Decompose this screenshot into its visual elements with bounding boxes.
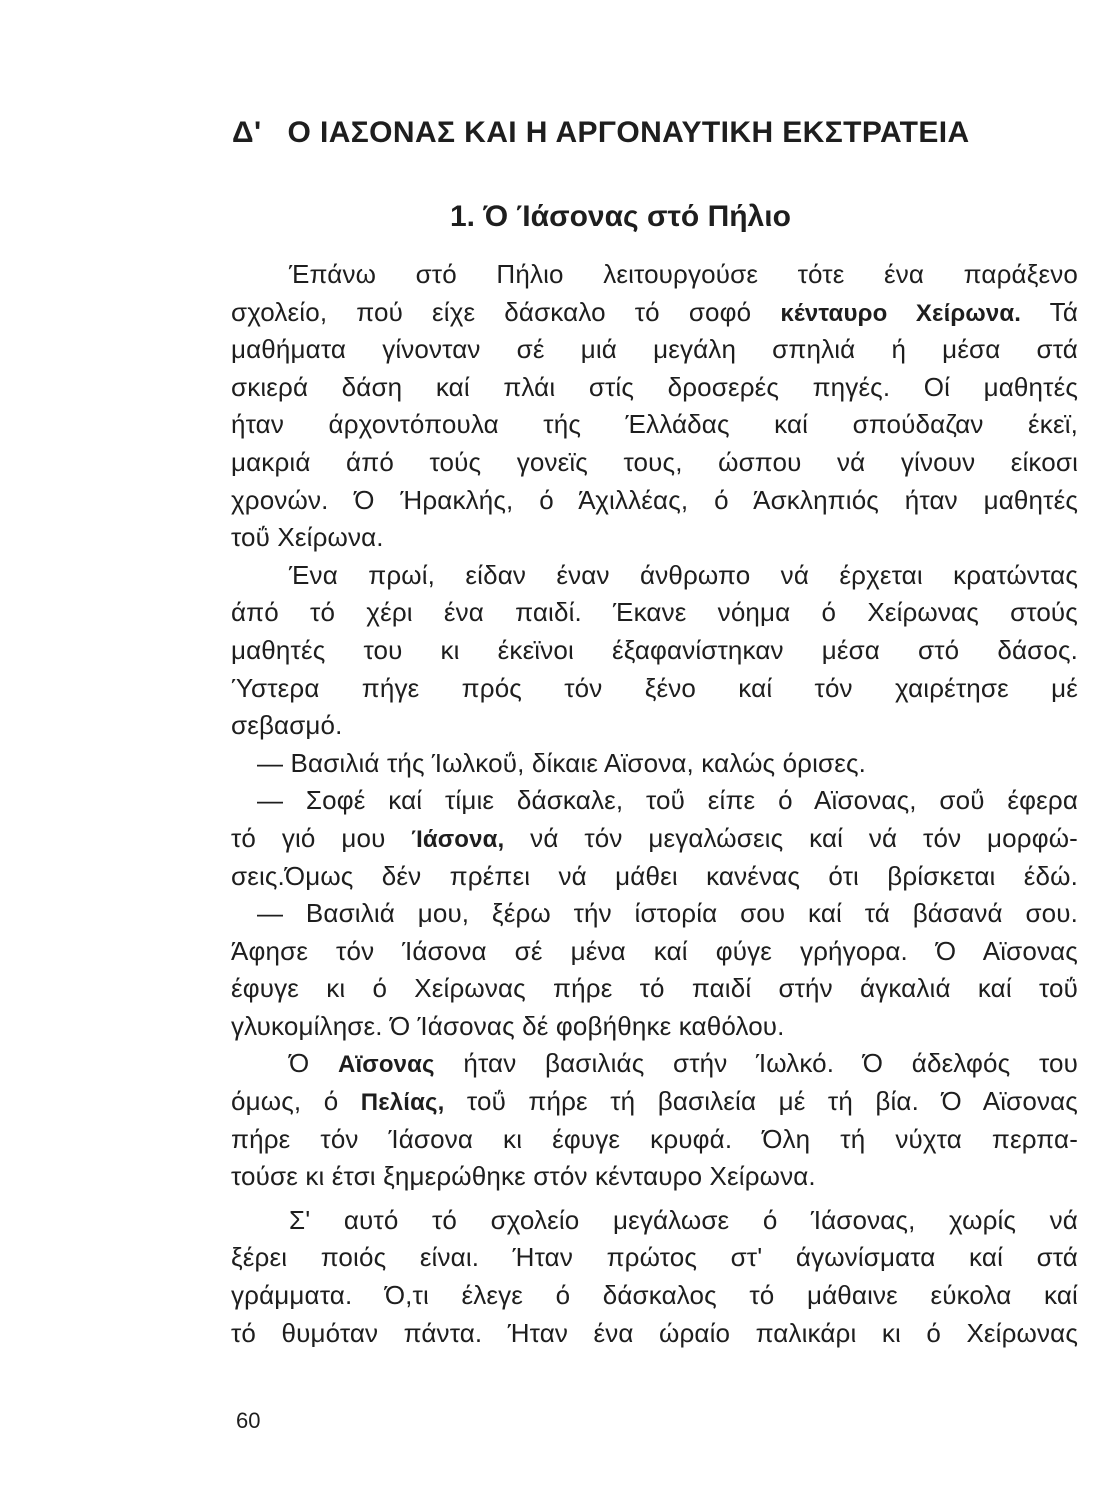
text-line: ήταν άρχοντόπουλα τής Έλλάδας καί σπούδαζαν έκεϊ,: [231, 409, 1078, 440]
body-text: [231, 256, 1078, 1352]
text-line: πήρε τόν Ίάσονα κι έφυγε κρυφά. Όλη τή νύχτα περπα-: [231, 1123, 1078, 1154]
dialogue-line: — Βασιλιά τής Ίωλκοΰ, δίκαιε Αϊσονα, καλώς όρισες.: [257, 747, 867, 778]
text-line: Έπάνω στό Πήλιο λειτουργούσε τότε ένα παράξενο: [289, 259, 1078, 289]
text-line: τοΰ Χείρωνα.: [231, 522, 384, 553]
text-line: ξέρει ποιός είναι. Ήταν πρώτος στ' άγωνίσματα καί στά: [231, 1242, 1078, 1273]
section-title: 1. Ό Ίάσονας στό Πήλιο: [450, 200, 791, 233]
text-line: Ύστερα πήγε πρός τόν ξένο καί τόν χαιρέτησε μέ: [231, 672, 1078, 703]
text-line: μακριά άπό τούς γονεϊς τους, ώσπου νά γίνουν είκοσι: [231, 446, 1078, 477]
text-line: Ένα πρωί, είδαν έναν άνθρωπο νά έρχεται κρατώντας: [289, 559, 1078, 590]
chapter-number: Δ': [232, 116, 262, 149]
text-line: άπό τό χέρι ένα παιδί. Έκανε νόημα ό Χείρωνας στούς: [231, 597, 1078, 628]
text-line: μαθητές του κι έκεϊνοι έξαφανίστηκαν μέσα στό δάσος.: [231, 634, 1078, 665]
emphasis-iasonas: Ίάσονα,: [411, 825, 505, 853]
emphasis-aisonas: Αϊσονας: [337, 1051, 435, 1079]
text-line: έφυγε κι ό Χείρωνας πήρε τό παιδί στήν άγκαλιά καί τοΰ: [231, 973, 1078, 1004]
page-number: 60: [236, 1408, 261, 1433]
dialogue-line: — Σοφέ καί τίμιε δάσκαλε, τοΰ είπε ό Αϊσονας, σοΰ έφερα: [257, 785, 1078, 816]
emphasis-kentauros: κένταυρο Χείρωνα.: [780, 299, 1022, 327]
emphasis-pelias: Πελίας,: [360, 1089, 445, 1117]
text-line: Σ' αυτό τό σχολείο μεγάλωσε ό Ίάσονας, χωρίς νά: [289, 1204, 1078, 1235]
text-line: Ό Αϊσονας ήταν βασιλιάς στήν Ίωλκό. Ό άδελφός του: [289, 1048, 1078, 1079]
text-line: Άφησε τόν Ίάσονα σέ μένα καί φύγε γρήγορα. Ό Αϊσονας: [231, 935, 1078, 966]
text-line: τό γιό μου Ίάσονα, νά τόν μεγαλώσεις καί νά τόν μορφώ-: [231, 822, 1078, 853]
text-line: σεβασμό.: [231, 710, 343, 741]
text-line: γράμματα. Ό,τι έλεγε ό δάσκαλος τό μάθαινε εύκολα καί: [231, 1280, 1078, 1311]
chapter-title-text: Ο ΙΑΣΟΝΑΣ ΚΑΙ Η ΑΡΓΟΝΑΥΤΙΚΗ ΕΚΣΤΡΑΤΕΙΑ: [287, 116, 970, 149]
text-line: χρονών. Ό Ήρακλής, ό Άχιλλέας, ό Άσκληπιός ήταν μαθητές: [231, 484, 1078, 515]
text-line: μαθήματα γίνονταν σέ μιά μεγάλη σπηλιά ή μέσα στά: [231, 334, 1078, 365]
text-line: όμως, ό Πελίας, τοΰ πήρε τή βασιλεία μέ τή βία. Ό Αϊσονας: [231, 1086, 1078, 1117]
text-line: γλυκομίλησε. Ό Ίάσονας δέ φοβήθηκε καθόλου.: [231, 1010, 785, 1041]
text-line: τούσε κι έτσι ξημερώθηκε στόν κένταυρο Χείρωνα.: [231, 1161, 816, 1192]
dialogue-line: — Βασιλιά μου, ξέρω τήν ίστορία σου καί τά βάσανά σου.: [257, 898, 1078, 929]
text-line: σκιερά δάση καί πλάι στίς δροσερές πηγές. Οί μαθητές: [231, 371, 1078, 402]
text-line: τό θυμόταν πάντα. Ήταν ένα ώραίο παλικάρι κι ό Χείρωνας: [231, 1317, 1078, 1348]
text-line: σχολείο, πού είχε δάσκαλο τό σοφό κένταυρο Χείρωνα. Τά: [231, 296, 1078, 327]
chapter-title: [232, 116, 1072, 150]
text-line: σεις.Όμως δέν πρέπει νά μάθει κανένας ότι βρίσκεται έδώ.: [231, 860, 1078, 891]
